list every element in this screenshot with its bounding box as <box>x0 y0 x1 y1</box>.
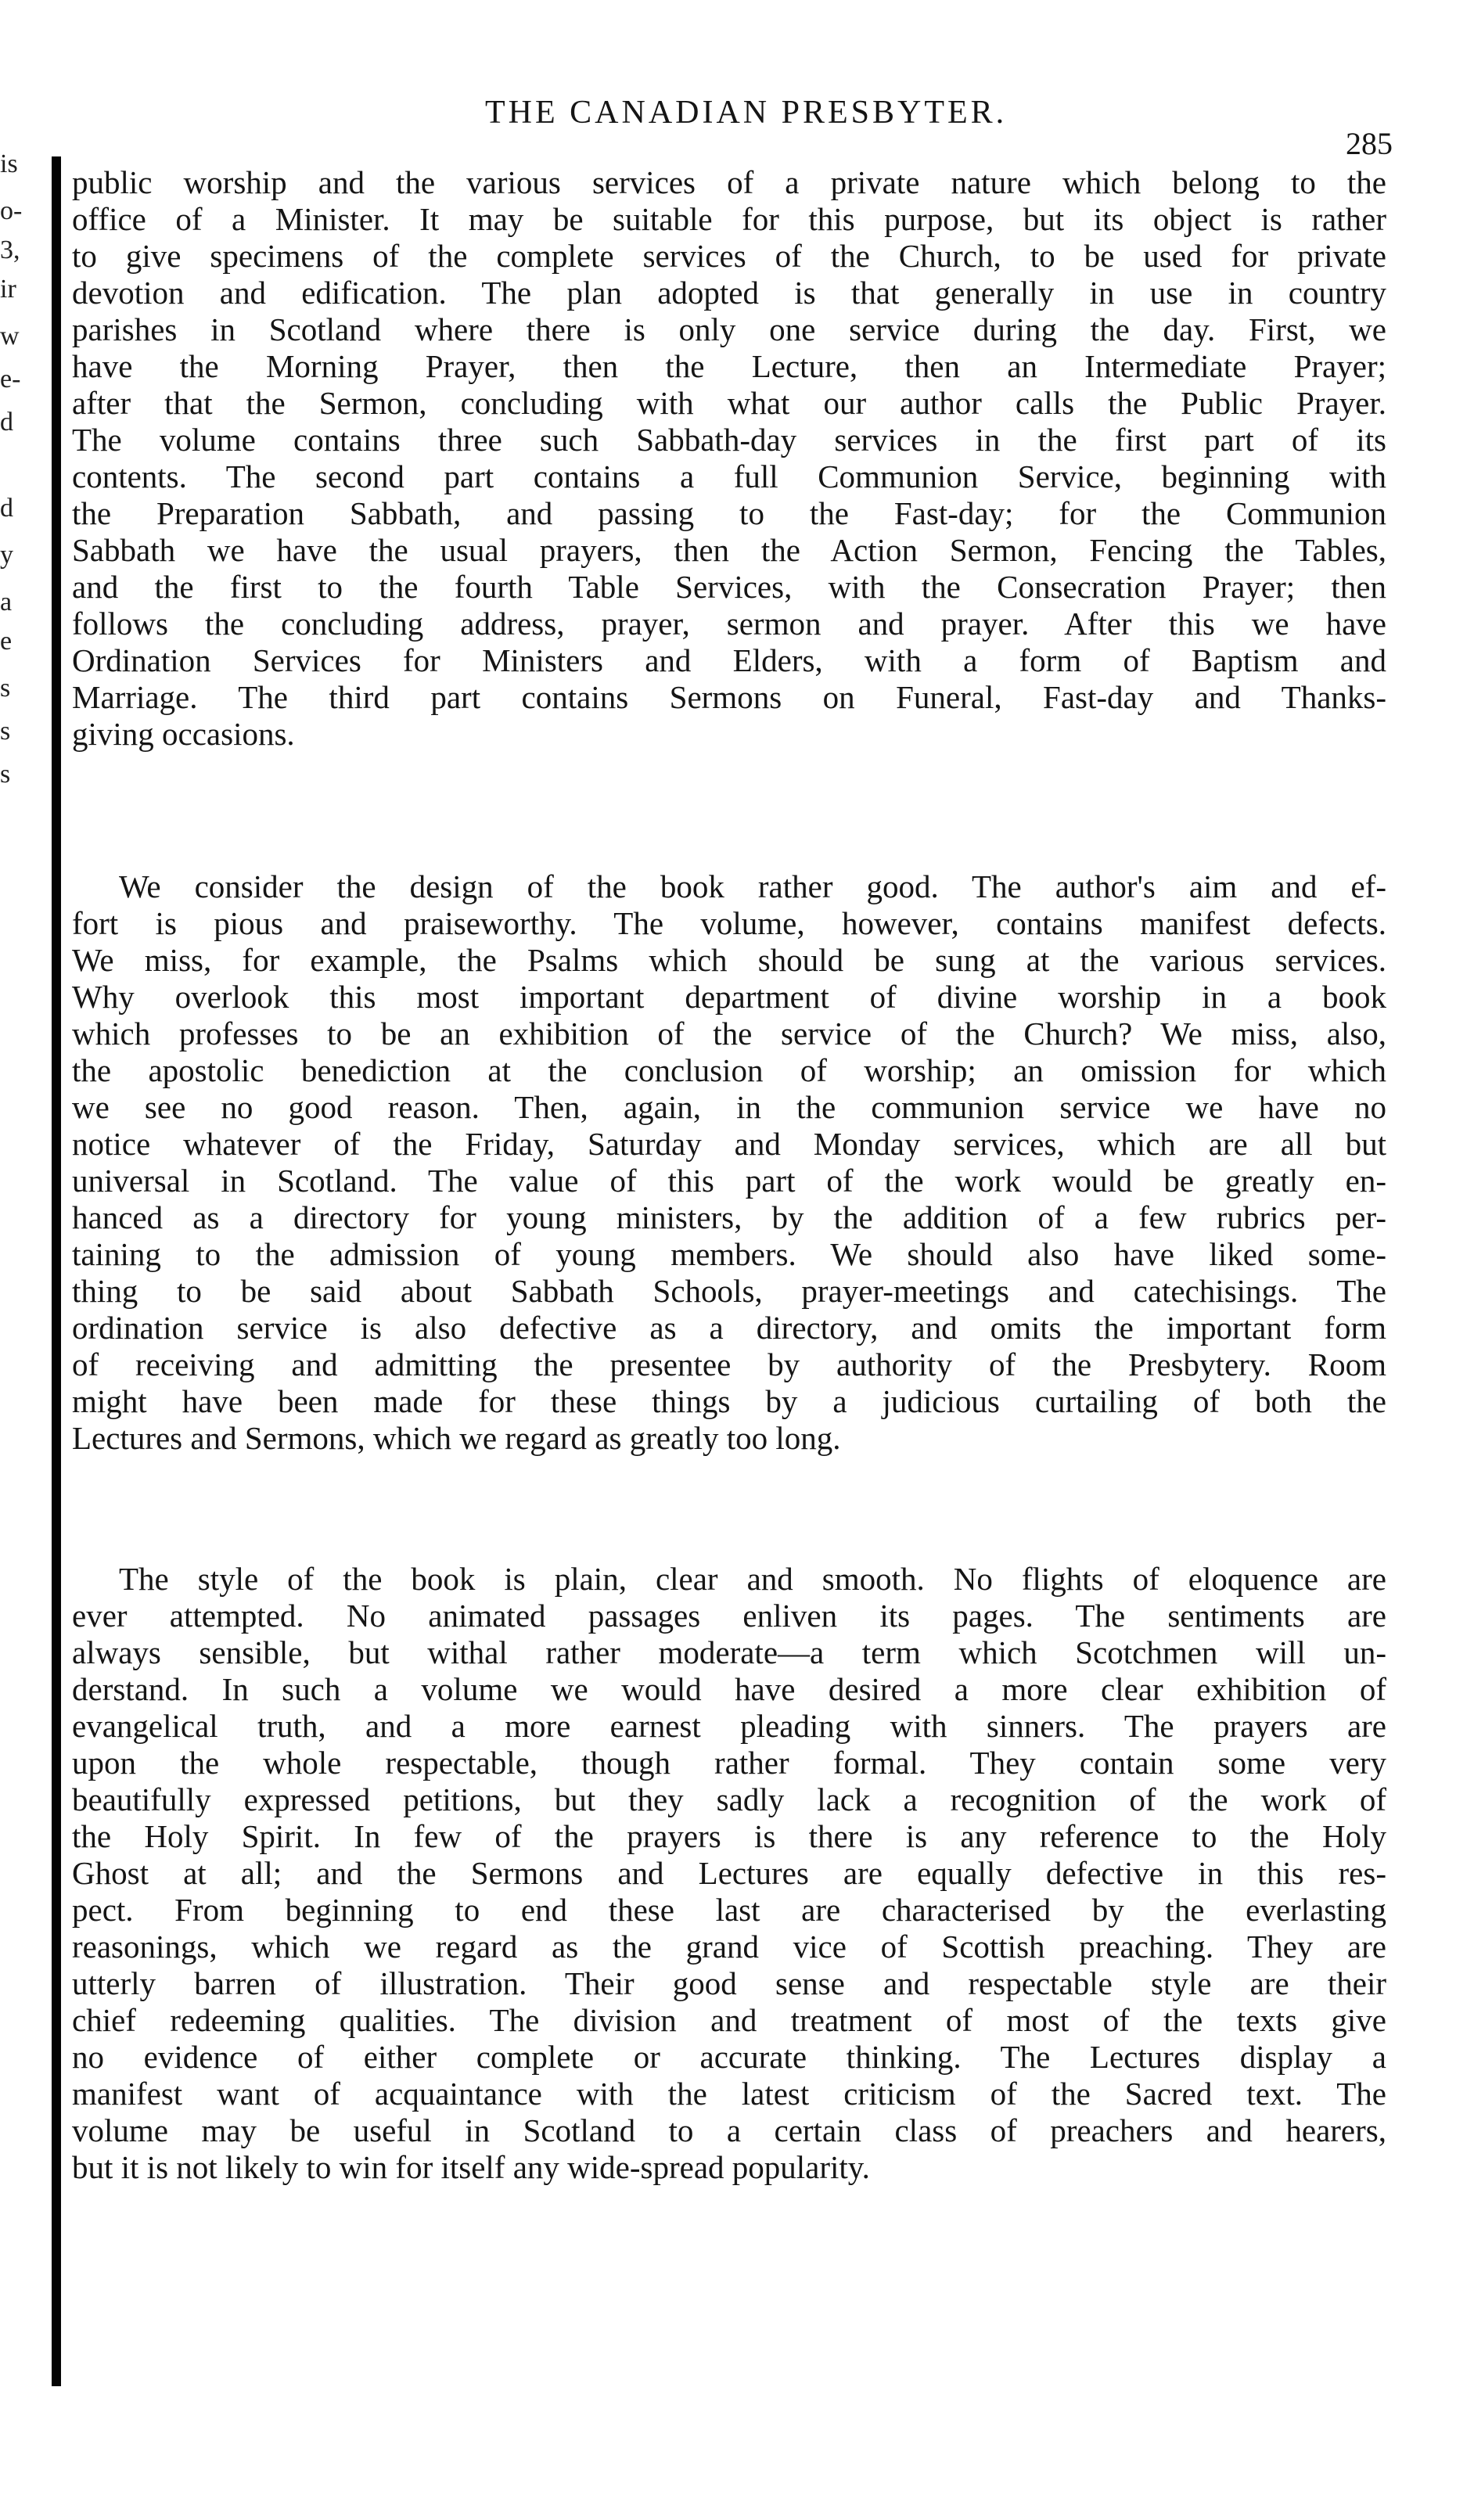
text-line: upon the whole respectable, though rather formal. They contain some very <box>72 1745 1386 1781</box>
text-line: Why overlook this most important department of divine worship in a book <box>72 979 1386 1015</box>
text-line: We miss, for example, the Psalms which should be sung at the various services. <box>72 942 1386 978</box>
paragraph-1 <box>72 164 1386 753</box>
page-number: 285 <box>1346 126 1393 161</box>
text-line: evangelical truth, and a more earnest pleading with sinners. The prayers are <box>72 1708 1386 1744</box>
margin-fragment: ir <box>0 275 16 304</box>
text-line: always sensible, but withal rather moderate—a term which Scotchmen will un- <box>72 1634 1386 1670</box>
text-line: the Holy Spirit. In few of the prayers is there is any reference to the Holy <box>72 1818 1386 1854</box>
text-line: volume may be useful in Scotland to a certain class of preachers and hearers, <box>72 2112 1386 2148</box>
text-line: we see no good reason. Then, again, in the communion service we have no <box>72 1089 1386 1125</box>
margin-fragment: s <box>0 717 11 746</box>
text-line: devotion and edification. The plan adopted is that generally in use in country <box>72 275 1386 311</box>
text-line: universal in Scotland. The value of this part of the work would be greatly en- <box>72 1163 1386 1199</box>
text-line: utterly barren of illustration. Their good sense and respectable style are their <box>72 1965 1386 2001</box>
paragraph-3 <box>72 1561 1386 2186</box>
text-line: thing to be said about Sabbath Schools, prayer-meetings and catechisings. The <box>72 1273 1386 1309</box>
text-line: taining to the admission of young members. We should also have liked some- <box>72 1236 1386 1272</box>
text-line: The volume contains three such Sabbath-day services in the first part of its <box>72 422 1386 458</box>
text-line: parishes in Scotland where there is only one service during the day. First, we <box>72 311 1386 347</box>
margin-fragment: is <box>0 149 18 178</box>
margin-fragment: d <box>0 494 13 523</box>
text-line: ever attempted. No animated passages enliven its pages. The sentiments are <box>72 1598 1386 1634</box>
text-line: to give specimens of the complete services of the Church, to be used for private <box>72 238 1386 274</box>
margin-fragment: 3, <box>0 235 20 264</box>
text-line: might have been made for these things by a judicious curtailing of both the <box>72 1383 1386 1419</box>
text-line: manifest want of acquaintance with the latest criticism of the Sacred text. The <box>72 2076 1386 2112</box>
text-line: fort is pious and praiseworthy. The volume, however, contains manifest defects. <box>72 905 1386 941</box>
text-line: follows the concluding address, prayer, sermon and prayer. After this we have <box>72 606 1386 642</box>
text-line: have the Morning Prayer, then the Lecture, then an Intermediate Prayer; <box>72 348 1386 384</box>
text-line: contents. The second part contains a full Communion Service, beginning with <box>72 458 1386 494</box>
text-line: the Preparation Sabbath, and passing to the Fast-day; for the Communion <box>72 495 1386 531</box>
paragraph-2 <box>72 868 1386 1457</box>
margin-rule <box>52 156 61 2386</box>
margin-fragment: d <box>0 408 13 437</box>
text-line: hanced as a directory for young ministers, by the addition of a few rubrics per- <box>72 1199 1386 1235</box>
text-line: Lectures and Sermons, which we regard as greatly too long. <box>72 1420 841 1456</box>
text-line: which professes to be an exhibition of the service of the Church? We miss, also, <box>72 1016 1386 1051</box>
text-line: the apostolic benediction at the conclusion of worship; an omission for which <box>72 1052 1386 1088</box>
margin-fragment: s <box>0 674 11 703</box>
text-line: ordination service is also defective as a directory, and omits the important form <box>72 1310 1386 1346</box>
margin-fragment: w <box>0 322 20 350</box>
text-line: We consider the design of the book rather good. The author's aim and ef- <box>119 868 1386 904</box>
margin-fragment: s <box>0 760 11 789</box>
text-line: no evidence of either complete or accurate thinking. The Lectures display a <box>72 2039 1386 2075</box>
text-line: Sabbath we have the usual prayers, then the Action Sermon, Fencing the Tables, <box>72 532 1386 568</box>
margin-fragment: a <box>0 588 13 617</box>
text-line: of receiving and admitting the presentee by authority of the Presbytery. Room <box>72 1346 1386 1382</box>
text-line: derstand. In such a volume we would have desired a more clear exhibition of <box>72 1671 1386 1707</box>
text-line: and the first to the fourth Table Services, with the Consecration Prayer; then <box>72 569 1386 605</box>
running-head: THE CANADIAN PRESBYTER. <box>485 95 1008 131</box>
margin-fragment: e <box>0 627 13 656</box>
text-line: public worship and the various services of a private nature which belong to the <box>72 164 1386 200</box>
margin-fragment: o- <box>0 196 23 225</box>
text-line: Ordination Services for Ministers and Elders, with a form of Baptism and <box>72 642 1386 678</box>
text-line: Marriage. The third part contains Sermons on Funeral, Fast-day and Thanks- <box>72 679 1386 715</box>
margin-fragment: e- <box>0 365 21 394</box>
text-line: The style of the book is plain, clear and smooth. No flights of eloquence are <box>119 1561 1386 1597</box>
text-line: reasonings, which we regard as the grand vice of Scottish preaching. They are <box>72 1929 1386 1965</box>
text-line: notice whatever of the Friday, Saturday and Monday services, which are all but <box>72 1126 1386 1162</box>
text-line: pect. From beginning to end these last are characterised by the everlasting <box>72 1892 1386 1928</box>
text-line: beautifully expressed petitions, but they sadly lack a recognition of the work of <box>72 1781 1386 1817</box>
text-line: after that the Sermon, concluding with what our author calls the Public Prayer. <box>72 385 1386 421</box>
text-line: chief redeeming qualities. The division and treatment of most of the texts give <box>72 2002 1386 2038</box>
margin-fragment: y <box>0 541 13 570</box>
text-line: office of a Minister. It may be suitable for this purpose, but its object is rather <box>72 201 1386 237</box>
text-line: but it is not likely to win for itself any wide-spread popularity. <box>72 2149 870 2185</box>
text-line: Ghost at all; and the Sermons and Lectures are equally defective in this res- <box>72 1855 1386 1891</box>
text-line: giving occasions. <box>72 716 295 752</box>
